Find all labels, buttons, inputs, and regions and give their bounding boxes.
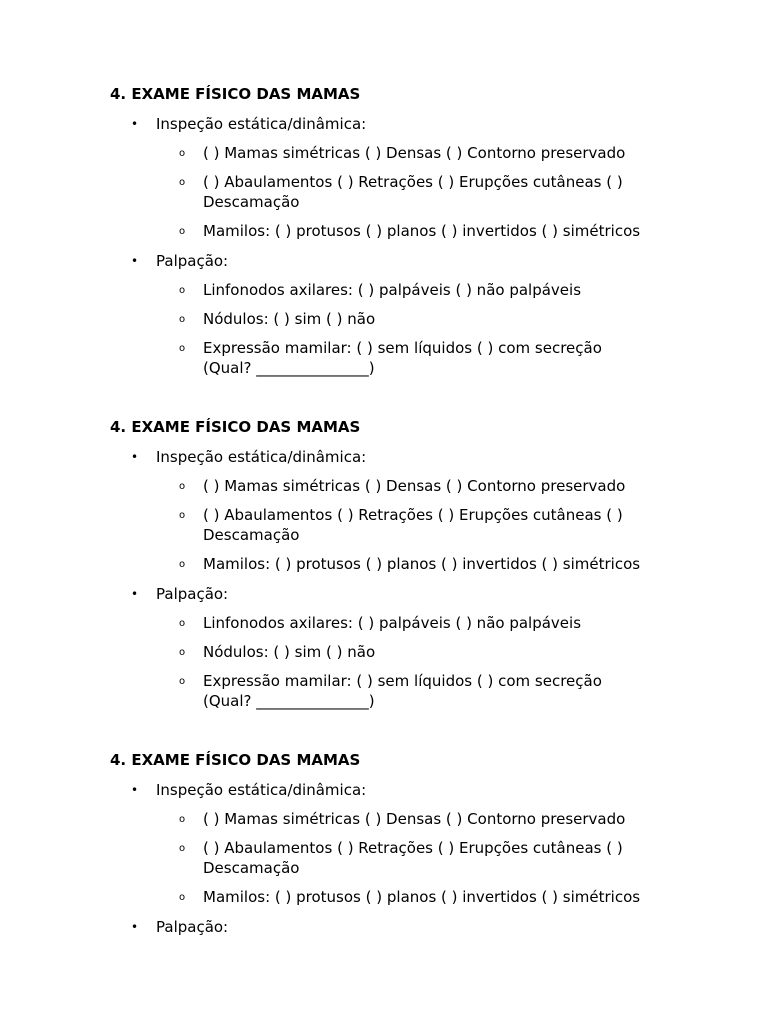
circle-bullet-icon: o (179, 559, 186, 570)
bullet-icon: • (131, 783, 139, 797)
circle-bullet-icon: o (179, 618, 186, 629)
bullet-icon: • (131, 920, 139, 934)
list-item: o ( ) Mamas simétricas ( ) Densas ( ) Contorno preservado (179, 810, 626, 828)
list-item: o ( ) Abaulamentos ( ) Retrações ( ) Erupções cutâneas ( ) Descamação (179, 839, 623, 877)
list-item-inspecao (110, 447, 710, 467)
list-item-inspecao (110, 780, 710, 800)
list-item: o Linfonodos axilares: ( ) palpáveis ( ) não palpáveis (179, 614, 582, 632)
bullet-icon: • (131, 117, 139, 131)
section-heading: 4. EXAME FÍSICO DAS MAMAS (110, 85, 361, 103)
list-item: o ( ) Abaulamentos ( ) Retrações ( ) Erupções cutâneas ( ) Descamação (179, 506, 623, 544)
circle-bullet-icon: o (179, 148, 186, 159)
list-item-palpacao (110, 584, 710, 604)
palpacao-label: Palpação: (156, 252, 229, 270)
circle-bullet-icon: o (179, 892, 186, 903)
section-heading: 4. EXAME FÍSICO DAS MAMAS (110, 751, 361, 769)
circle-bullet-icon: o (179, 226, 186, 237)
palpacao-label: Palpação: (156, 585, 229, 603)
circle-bullet-icon: o (179, 314, 186, 325)
bullet-icon: • (131, 587, 139, 601)
exam-section (110, 84, 710, 378)
circle-bullet-icon: o (179, 676, 186, 687)
list-item: o Linfonodos axilares: ( ) palpáveis ( ) não palpáveis (179, 281, 582, 299)
list-item: o Nódulos: ( ) sim ( ) não (179, 310, 376, 328)
circle-bullet-icon: o (179, 843, 186, 854)
list-item: o Mamilos: ( ) protusos ( ) planos ( ) invertidos ( ) simétricos (179, 888, 641, 906)
list-item: o ( ) Abaulamentos ( ) Retrações ( ) Erupções cutâneas ( ) Descamação (179, 173, 623, 211)
list-item: o Mamilos: ( ) protusos ( ) planos ( ) invertidos ( ) simétricos (179, 222, 641, 240)
list-item-inspecao (110, 114, 710, 134)
bullet-icon: • (131, 450, 139, 464)
circle-bullet-icon: o (179, 343, 186, 354)
circle-bullet-icon: o (179, 481, 186, 492)
exam-section (110, 750, 710, 937)
list-item-palpacao (110, 251, 710, 271)
circle-bullet-icon: o (179, 177, 186, 188)
circle-bullet-icon: o (179, 647, 186, 658)
exam-section (110, 417, 710, 711)
inspecao-label: Inspeção estática/dinâmica: (156, 781, 367, 799)
list-item: o Expressão mamilar: ( ) sem líquidos ( ) com secreção (Qual? _______________) (179, 339, 602, 377)
list-item: o Nódulos: ( ) sim ( ) não (179, 643, 376, 661)
inspecao-label: Inspeção estática/dinâmica: (156, 448, 367, 466)
palpacao-label: Palpação: (156, 918, 229, 936)
circle-bullet-icon: o (179, 285, 186, 296)
circle-bullet-icon: o (179, 510, 186, 521)
circle-bullet-icon: o (179, 814, 186, 825)
list-item-palpacao (110, 917, 710, 937)
list-item: o Mamilos: ( ) protusos ( ) planos ( ) invertidos ( ) simétricos (179, 555, 641, 573)
bullet-icon: • (131, 254, 139, 268)
section-heading: 4. EXAME FÍSICO DAS MAMAS (110, 418, 361, 436)
list-item: o ( ) Mamas simétricas ( ) Densas ( ) Contorno preservado (179, 144, 626, 162)
inspecao-label: Inspeção estática/dinâmica: (156, 115, 367, 133)
list-item: o ( ) Mamas simétricas ( ) Densas ( ) Contorno preservado (179, 477, 626, 495)
list-item: o Expressão mamilar: ( ) sem líquidos ( ) com secreção (Qual? _______________) (179, 672, 602, 710)
